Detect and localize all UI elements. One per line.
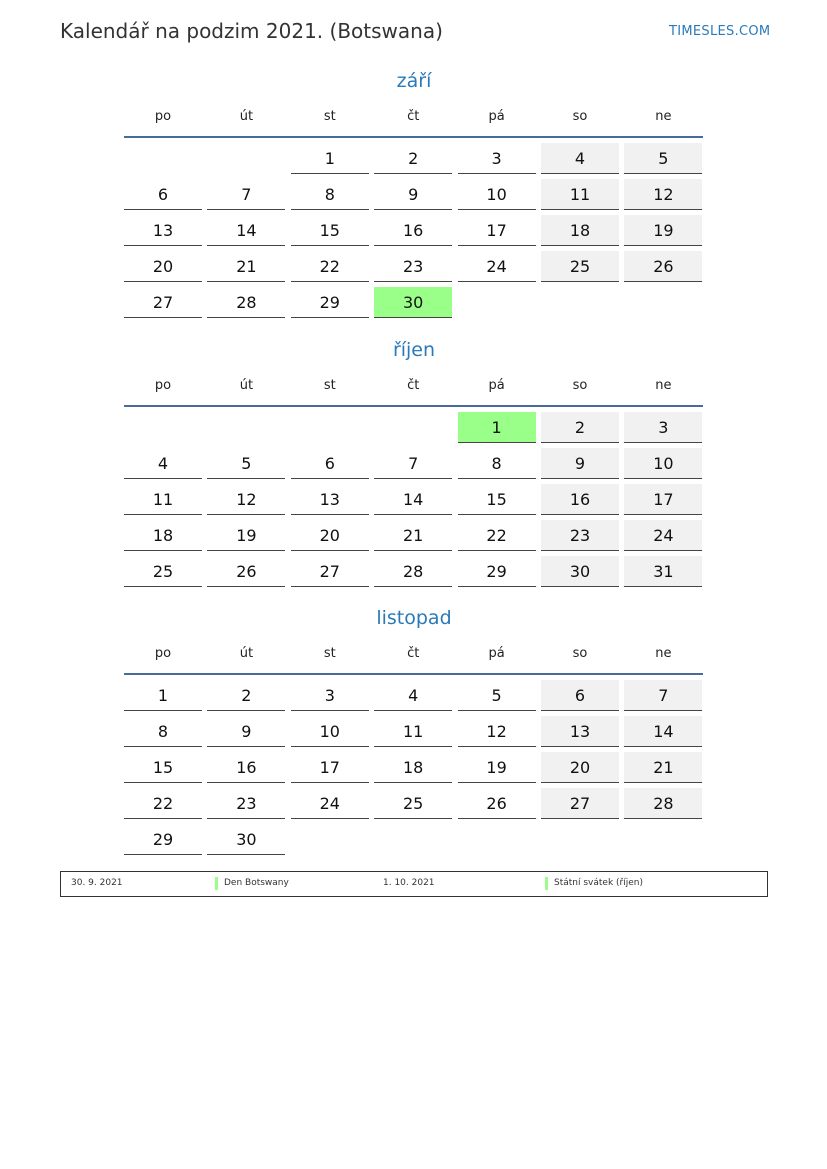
day-cell: 27: [291, 556, 369, 587]
weekday-label: po: [154, 109, 172, 124]
day-cell: 18: [124, 520, 202, 551]
day-cell: 7: [207, 179, 285, 210]
day-cell: 29: [124, 824, 202, 855]
day-cell: 1: [458, 412, 536, 443]
day-cell: 10: [624, 448, 702, 479]
day-cell: 13: [124, 215, 202, 246]
holiday-marker-icon: [215, 877, 218, 890]
month-name: listopad: [376, 607, 452, 629]
day-cell: 5: [458, 680, 536, 711]
day-cell: 20: [291, 520, 369, 551]
weekday-header: [124, 109, 704, 129]
day-cell: 15: [458, 484, 536, 515]
header-divider: [124, 405, 703, 407]
day-cell: 1: [291, 143, 369, 174]
weekday-label: pá: [488, 109, 505, 124]
day-cell: 3: [291, 680, 369, 711]
weekday-label: út: [239, 378, 254, 393]
day-cell: 9: [207, 716, 285, 747]
weekday-label: pá: [488, 646, 505, 661]
day-cell: 3: [458, 143, 536, 174]
weekday-header: [124, 378, 704, 398]
day-cell: 2: [374, 143, 452, 174]
day-cell: 10: [291, 716, 369, 747]
day-cell: 29: [458, 556, 536, 587]
legend-holiday-name: Den Botswany: [224, 878, 289, 888]
day-cell: 19: [458, 752, 536, 783]
weekday-label: st: [323, 109, 336, 124]
weekday-label: ne: [655, 109, 672, 124]
day-cell: 17: [291, 752, 369, 783]
day-cell: 16: [207, 752, 285, 783]
weekday-label: čt: [407, 109, 420, 124]
day-cell: 30: [207, 824, 285, 855]
day-cell: 24: [458, 251, 536, 282]
weekday-label: so: [572, 109, 588, 124]
weekday-label: pá: [488, 378, 505, 393]
day-cell: 28: [374, 556, 452, 587]
day-cell: 13: [541, 716, 619, 747]
day-cell: 21: [207, 251, 285, 282]
weekday-label: ne: [655, 378, 672, 393]
day-cell: 22: [458, 520, 536, 551]
holiday-legend: [60, 871, 768, 897]
day-cell: 17: [624, 484, 702, 515]
day-cell: 28: [207, 287, 285, 318]
day-cell: 1: [124, 680, 202, 711]
legend-date: 30. 9. 2021: [71, 878, 123, 888]
day-cell: 17: [458, 215, 536, 246]
holiday-marker-icon: [545, 877, 548, 890]
day-cell: 19: [207, 520, 285, 551]
day-cell: 8: [291, 179, 369, 210]
day-cell: 23: [207, 788, 285, 819]
day-cell: 2: [207, 680, 285, 711]
day-cell: 22: [124, 788, 202, 819]
weekday-label: so: [572, 378, 588, 393]
weekday-label: po: [154, 378, 172, 393]
day-cell: 30: [541, 556, 619, 587]
day-cell: 12: [207, 484, 285, 515]
day-cell: 6: [541, 680, 619, 711]
day-cell: 8: [458, 448, 536, 479]
day-cell: 2: [541, 412, 619, 443]
day-cell: 29: [291, 287, 369, 318]
day-cell: 21: [624, 752, 702, 783]
day-cell: 15: [124, 752, 202, 783]
day-cell: 15: [291, 215, 369, 246]
day-cell: 18: [374, 752, 452, 783]
day-cell: 14: [207, 215, 285, 246]
weekday-label: ne: [655, 646, 672, 661]
day-cell: 20: [124, 251, 202, 282]
day-cell: 27: [124, 287, 202, 318]
brand-link[interactable]: TIMESLES.COM: [669, 24, 771, 39]
day-cell: 12: [624, 179, 702, 210]
day-cell: 14: [624, 716, 702, 747]
day-cell: 16: [541, 484, 619, 515]
day-cell: 11: [124, 484, 202, 515]
day-cell: 25: [541, 251, 619, 282]
day-cell: 9: [541, 448, 619, 479]
legend-date: 1. 10. 2021: [383, 878, 435, 888]
day-cell: 6: [291, 448, 369, 479]
day-cell: 23: [541, 520, 619, 551]
day-cell: 9: [374, 179, 452, 210]
day-cell: 7: [374, 448, 452, 479]
day-cell: 8: [124, 716, 202, 747]
day-cell: 11: [541, 179, 619, 210]
weekday-label: út: [239, 646, 254, 661]
day-cell: 26: [624, 251, 702, 282]
weekday-label: st: [323, 646, 336, 661]
day-cell: 4: [541, 143, 619, 174]
day-cell: 18: [541, 215, 619, 246]
day-cell: 28: [624, 788, 702, 819]
day-cell: 24: [624, 520, 702, 551]
month-name: září: [396, 70, 432, 92]
header-divider: [124, 136, 703, 138]
day-cell: 4: [124, 448, 202, 479]
day-cell: 12: [458, 716, 536, 747]
day-cell: 3: [624, 412, 702, 443]
day-cell: 23: [374, 251, 452, 282]
day-cell: 27: [541, 788, 619, 819]
day-cell: 30: [374, 287, 452, 318]
month-name: říjen: [392, 339, 436, 361]
day-cell: 25: [374, 788, 452, 819]
weekday-label: st: [323, 378, 336, 393]
day-cell: 24: [291, 788, 369, 819]
weekday-label: čt: [407, 646, 420, 661]
day-cell: 16: [374, 215, 452, 246]
weekday-label: út: [239, 109, 254, 124]
day-cell: 5: [207, 448, 285, 479]
legend-holiday-name: Státní svátek (říjen): [554, 878, 643, 888]
day-cell: 26: [458, 788, 536, 819]
day-cell: 6: [124, 179, 202, 210]
day-cell: 26: [207, 556, 285, 587]
day-cell: 11: [374, 716, 452, 747]
weekday-label: čt: [407, 378, 420, 393]
header-divider: [124, 673, 703, 675]
day-cell: 4: [374, 680, 452, 711]
day-cell: 22: [291, 251, 369, 282]
weekday-label: po: [154, 646, 172, 661]
day-cell: 19: [624, 215, 702, 246]
page-title: Kalendář na podzim 2021. (Botswana): [60, 19, 443, 43]
day-cell: 14: [374, 484, 452, 515]
day-cell: 21: [374, 520, 452, 551]
day-cell: 13: [291, 484, 369, 515]
day-cell: 10: [458, 179, 536, 210]
day-cell: 5: [624, 143, 702, 174]
day-cell: 31: [624, 556, 702, 587]
day-cell: 20: [541, 752, 619, 783]
day-cell: 25: [124, 556, 202, 587]
day-cell: 7: [624, 680, 702, 711]
weekday-header: [124, 646, 704, 666]
weekday-label: so: [572, 646, 588, 661]
